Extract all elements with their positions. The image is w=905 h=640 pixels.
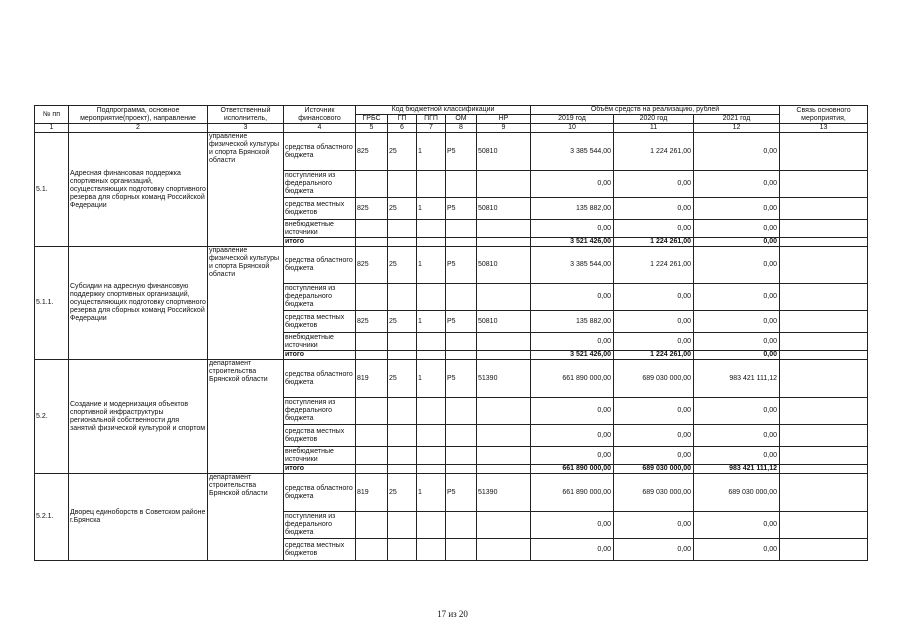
value-2020-cell: 0,00	[614, 198, 694, 220]
om-cell: P5	[446, 474, 477, 512]
value-2020-cell: 0,00	[614, 333, 694, 351]
gp-cell	[388, 238, 417, 247]
colnum: 3	[208, 124, 284, 133]
source-cell: поступления из федерального бюджета	[284, 512, 356, 539]
header-grbs: ГРБС	[356, 115, 388, 124]
gp-cell	[388, 465, 417, 474]
om-cell	[446, 425, 477, 447]
nr-cell: 50810	[477, 311, 531, 333]
budget-table-sheet	[34, 105, 868, 561]
gp-cell	[388, 398, 417, 425]
gp-cell	[388, 333, 417, 351]
colnum: 8	[446, 124, 477, 133]
gp-cell	[388, 512, 417, 539]
value-2021-cell: 0,00	[694, 238, 780, 247]
pgp-cell	[417, 333, 446, 351]
source-cell: средства областного бюджета	[284, 360, 356, 398]
header-nr: НР	[477, 115, 531, 124]
nr-cell	[477, 220, 531, 238]
link-cell	[780, 247, 868, 284]
source-cell: итого	[284, 238, 356, 247]
om-cell	[446, 284, 477, 311]
om-cell	[446, 333, 477, 351]
row-number: 5.1.	[35, 133, 69, 247]
value-2021-cell: 0,00	[694, 311, 780, 333]
value-2021-cell: 0,00	[694, 539, 780, 561]
grbs-cell	[356, 351, 388, 360]
value-2021-cell: 983 421 111,12	[694, 465, 780, 474]
table-row	[35, 360, 868, 398]
pgp-cell	[417, 465, 446, 474]
grbs-cell	[356, 539, 388, 561]
grbs-cell: 819	[356, 360, 388, 398]
grbs-cell	[356, 284, 388, 311]
value-2020-cell: 689 030 000,00	[614, 465, 694, 474]
om-cell	[446, 539, 477, 561]
header-volume-group: Объём средств на реализацию, рублей	[531, 106, 780, 115]
header-source: Источник финансового	[284, 106, 356, 124]
grbs-cell: 819	[356, 474, 388, 512]
om-cell: P5	[446, 311, 477, 333]
link-cell	[780, 198, 868, 220]
link-cell	[780, 512, 868, 539]
value-2019-cell: 661 890 000,00	[531, 474, 614, 512]
nr-cell	[477, 238, 531, 247]
grbs-cell	[356, 333, 388, 351]
link-cell	[780, 311, 868, 333]
value-2019-cell: 0,00	[531, 398, 614, 425]
value-2021-cell: 0,00	[694, 220, 780, 238]
om-cell: P5	[446, 247, 477, 284]
budget-table	[34, 105, 868, 561]
grbs-cell	[356, 220, 388, 238]
link-cell	[780, 133, 868, 171]
om-cell: P5	[446, 198, 477, 220]
pgp-cell: 1	[417, 360, 446, 398]
source-cell: средства местных бюджетов	[284, 539, 356, 561]
gp-cell	[388, 171, 417, 198]
header-num: № пп	[35, 106, 69, 124]
om-cell	[446, 238, 477, 247]
colnum: 2	[69, 124, 208, 133]
om-cell	[446, 465, 477, 474]
header-om: ОМ	[446, 115, 477, 124]
value-2019-cell: 0,00	[531, 425, 614, 447]
value-2019-cell: 0,00	[531, 512, 614, 539]
header-program: Подпрограмма, основное мероприятие(проект), направление	[69, 106, 208, 124]
source-cell: средства местных бюджетов	[284, 311, 356, 333]
link-cell	[780, 171, 868, 198]
value-2019-cell: 661 890 000,00	[531, 465, 614, 474]
om-cell	[446, 398, 477, 425]
value-2021-cell: 0,00	[694, 133, 780, 171]
value-2021-cell: 689 030 000,00	[694, 474, 780, 512]
source-cell: средства областного бюджета	[284, 247, 356, 284]
nr-cell: 51390	[477, 474, 531, 512]
gp-cell: 25	[388, 198, 417, 220]
column-number-row	[35, 124, 868, 133]
om-cell	[446, 351, 477, 360]
executor-name: департамент строительства Брянской области	[208, 360, 284, 474]
nr-cell	[477, 447, 531, 465]
value-2021-cell: 0,00	[694, 447, 780, 465]
source-cell: средства местных бюджетов	[284, 425, 356, 447]
program-name: Адресная финансовая поддержка спортивных организаций, осуществляющих подготовку спортивного резерва для сборных команд Российской Федерации	[69, 133, 208, 247]
source-cell: итого	[284, 351, 356, 360]
nr-cell	[477, 333, 531, 351]
grbs-cell	[356, 425, 388, 447]
colnum: 7	[417, 124, 446, 133]
link-cell	[780, 238, 868, 247]
pgp-cell	[417, 539, 446, 561]
value-2020-cell: 1 224 261,00	[614, 247, 694, 284]
pgp-cell: 1	[417, 474, 446, 512]
value-2021-cell: 0,00	[694, 398, 780, 425]
value-2021-cell: 983 421 111,12	[694, 360, 780, 398]
gp-cell	[388, 351, 417, 360]
nr-cell	[477, 512, 531, 539]
row-number: 5.2.1.	[35, 474, 69, 561]
pgp-cell	[417, 351, 446, 360]
link-cell	[780, 351, 868, 360]
value-2021-cell: 0,00	[694, 171, 780, 198]
value-2020-cell: 0,00	[614, 512, 694, 539]
om-cell: P5	[446, 360, 477, 398]
om-cell	[446, 447, 477, 465]
colnum: 11	[614, 124, 694, 133]
value-2020-cell: 0,00	[614, 284, 694, 311]
om-cell	[446, 220, 477, 238]
value-2019-cell: 3 385 544,00	[531, 247, 614, 284]
om-cell	[446, 512, 477, 539]
colnum: 4	[284, 124, 356, 133]
grbs-cell: 825	[356, 198, 388, 220]
program-name: Дворец единоборств в Советском районе г.Брянска	[69, 474, 208, 561]
source-cell: средства областного бюджета	[284, 133, 356, 171]
value-2019-cell: 661 890 000,00	[531, 360, 614, 398]
value-2019-cell: 3 521 426,00	[531, 351, 614, 360]
value-2020-cell: 0,00	[614, 398, 694, 425]
pgp-cell	[417, 238, 446, 247]
colnum: 12	[694, 124, 780, 133]
gp-cell: 25	[388, 474, 417, 512]
nr-cell	[477, 398, 531, 425]
value-2021-cell: 0,00	[694, 284, 780, 311]
value-2020-cell: 0,00	[614, 311, 694, 333]
value-2020-cell: 1 224 261,00	[614, 351, 694, 360]
grbs-cell	[356, 512, 388, 539]
colnum: 6	[388, 124, 417, 133]
gp-cell: 25	[388, 360, 417, 398]
colnum: 13	[780, 124, 868, 133]
link-cell	[780, 220, 868, 238]
value-2021-cell: 0,00	[694, 247, 780, 284]
header-2021: 2021 год	[694, 115, 780, 124]
program-name: Субсидии на адресную финансовую поддержку спортивных организаций, осуществляющих подготовку спортивного резерва для сборных команд Российской Федерации	[69, 247, 208, 360]
grbs-cell: 825	[356, 311, 388, 333]
value-2020-cell: 0,00	[614, 171, 694, 198]
grbs-cell	[356, 171, 388, 198]
executor-name: управление физической культуры и спорта Брянской области	[208, 133, 284, 247]
om-cell: P5	[446, 133, 477, 171]
header-2019: 2019 год	[531, 115, 614, 124]
colnum: 5	[356, 124, 388, 133]
pgp-cell	[417, 284, 446, 311]
header-gp: ГП	[388, 115, 417, 124]
grbs-cell: 825	[356, 133, 388, 171]
pgp-cell	[417, 398, 446, 425]
table-row	[35, 133, 868, 171]
executor-name: управление физической культуры и спорта Брянской области	[208, 247, 284, 360]
row-number: 5.2.	[35, 360, 69, 474]
value-2020-cell: 0,00	[614, 425, 694, 447]
pgp-cell	[417, 171, 446, 198]
value-2019-cell: 135 882,00	[531, 311, 614, 333]
gp-cell	[388, 425, 417, 447]
header-pgp: ПГП	[417, 115, 446, 124]
colnum: 10	[531, 124, 614, 133]
value-2020-cell: 0,00	[614, 447, 694, 465]
program-name: Создание и модернизация объектов спортивной инфраструктуры региональной собственности для занятий физической культурой и спортом	[69, 360, 208, 474]
source-cell: внебюджетные источники	[284, 220, 356, 238]
nr-cell: 51390	[477, 360, 531, 398]
value-2019-cell: 0,00	[531, 333, 614, 351]
pgp-cell	[417, 220, 446, 238]
pgp-cell: 1	[417, 133, 446, 171]
value-2019-cell: 0,00	[531, 171, 614, 198]
value-2019-cell: 3 521 426,00	[531, 238, 614, 247]
source-cell: поступления из федерального бюджета	[284, 284, 356, 311]
nr-cell	[477, 465, 531, 474]
gp-cell	[388, 447, 417, 465]
header-2020: 2020 год	[614, 115, 694, 124]
pgp-cell: 1	[417, 247, 446, 284]
value-2021-cell: 0,00	[694, 425, 780, 447]
grbs-cell	[356, 398, 388, 425]
header-code-group: Код бюджетной классификации	[356, 106, 531, 115]
header-executor: Ответственный исполнитель,	[208, 106, 284, 124]
nr-cell	[477, 171, 531, 198]
table-row	[35, 474, 868, 512]
table-row	[35, 247, 868, 284]
nr-cell: 50810	[477, 247, 531, 284]
gp-cell: 25	[388, 247, 417, 284]
pgp-cell	[417, 425, 446, 447]
value-2019-cell: 3 385 544,00	[531, 133, 614, 171]
grbs-cell	[356, 238, 388, 247]
source-cell: итого	[284, 465, 356, 474]
nr-cell	[477, 351, 531, 360]
gp-cell: 25	[388, 311, 417, 333]
gp-cell: 25	[388, 133, 417, 171]
colnum: 1	[35, 124, 69, 133]
source-cell: поступления из федерального бюджета	[284, 171, 356, 198]
value-2019-cell: 135 882,00	[531, 198, 614, 220]
source-cell: поступления из федерального бюджета	[284, 398, 356, 425]
grbs-cell: 825	[356, 247, 388, 284]
nr-cell: 50810	[477, 133, 531, 171]
source-cell: средства местных бюджетов	[284, 198, 356, 220]
gp-cell	[388, 220, 417, 238]
link-cell	[780, 398, 868, 425]
value-2020-cell: 689 030 000,00	[614, 474, 694, 512]
value-2020-cell: 689 030 000,00	[614, 360, 694, 398]
link-cell	[780, 360, 868, 398]
source-cell: внебюджетные источники	[284, 333, 356, 351]
value-2019-cell: 0,00	[531, 539, 614, 561]
value-2019-cell: 0,00	[531, 220, 614, 238]
pgp-cell: 1	[417, 198, 446, 220]
link-cell	[780, 284, 868, 311]
link-cell	[780, 333, 868, 351]
pgp-cell	[417, 447, 446, 465]
pgp-cell: 1	[417, 311, 446, 333]
header-link: Связь основного мероприятия,	[780, 106, 868, 124]
om-cell	[446, 171, 477, 198]
executor-name: департамент строительства Брянской области	[208, 474, 284, 561]
value-2019-cell: 0,00	[531, 447, 614, 465]
link-cell	[780, 539, 868, 561]
gp-cell	[388, 539, 417, 561]
link-cell	[780, 465, 868, 474]
row-number: 5.1.1.	[35, 247, 69, 360]
value-2021-cell: 0,00	[694, 512, 780, 539]
value-2020-cell: 1 224 261,00	[614, 133, 694, 171]
gp-cell	[388, 284, 417, 311]
value-2020-cell: 1 224 261,00	[614, 238, 694, 247]
nr-cell: 50810	[477, 198, 531, 220]
link-cell	[780, 474, 868, 512]
source-cell: внебюджетные источники	[284, 447, 356, 465]
value-2020-cell: 0,00	[614, 220, 694, 238]
link-cell	[780, 425, 868, 447]
value-2021-cell: 0,00	[694, 351, 780, 360]
header-row-1	[35, 106, 868, 115]
value-2021-cell: 0,00	[694, 333, 780, 351]
pgp-cell	[417, 512, 446, 539]
grbs-cell	[356, 465, 388, 474]
grbs-cell	[356, 447, 388, 465]
nr-cell	[477, 425, 531, 447]
page-number: 17 из 20	[437, 609, 468, 619]
link-cell	[780, 447, 868, 465]
value-2020-cell: 0,00	[614, 539, 694, 561]
source-cell: средства областного бюджета	[284, 474, 356, 512]
colnum: 9	[477, 124, 531, 133]
nr-cell	[477, 284, 531, 311]
value-2021-cell: 0,00	[694, 198, 780, 220]
nr-cell	[477, 539, 531, 561]
value-2019-cell: 0,00	[531, 284, 614, 311]
